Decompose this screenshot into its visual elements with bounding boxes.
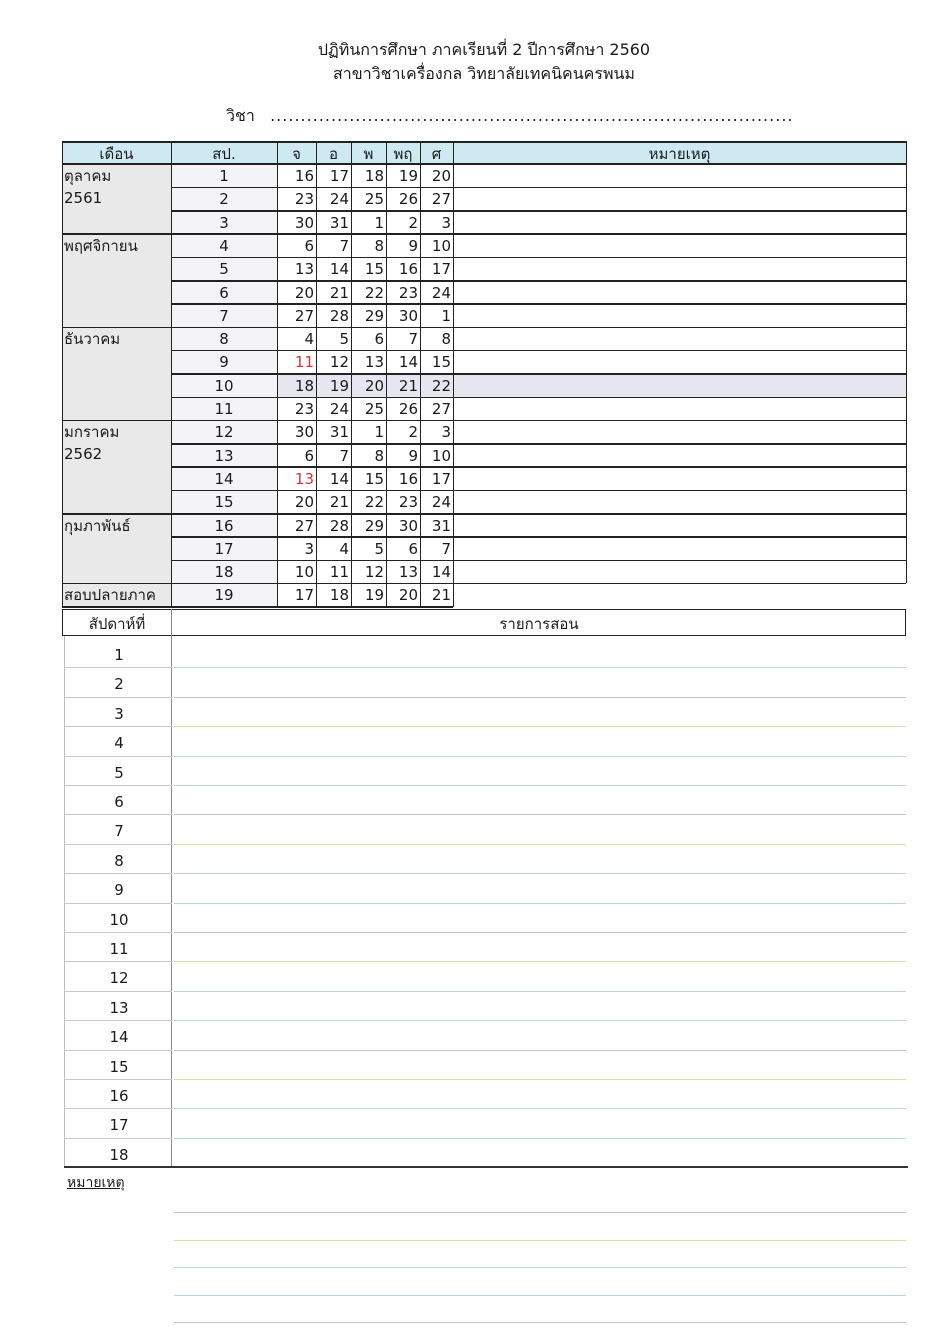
day-cell: 13 <box>294 469 314 488</box>
day-cell: 21 <box>329 283 349 302</box>
row-border <box>62 583 906 585</box>
day-cell: 8 <box>374 236 384 255</box>
lesson-week-number: 18 <box>109 1145 129 1164</box>
row-border <box>62 233 906 235</box>
note-rule <box>174 1267 906 1268</box>
lesson-rule-left <box>64 844 172 845</box>
day-cell: 6 <box>304 446 314 465</box>
lesson-week-number: 10 <box>109 910 129 929</box>
week-number: 10 <box>214 376 234 395</box>
lesson-rule <box>174 1020 906 1021</box>
day-cell: 10 <box>294 563 314 582</box>
month-name: ตุลาคม <box>64 167 112 185</box>
week-number: 2 <box>219 190 229 209</box>
row-border <box>171 490 906 492</box>
day-cell: 11 <box>294 353 314 372</box>
column-border <box>453 141 455 607</box>
subject-dots: ...................................................................................... <box>270 106 794 125</box>
day-cell: 7 <box>339 446 349 465</box>
lesson-week-number: 9 <box>114 881 124 900</box>
week-number: 7 <box>219 306 229 325</box>
lesson-rule <box>174 844 906 845</box>
lesson-left-border <box>64 636 65 1167</box>
lesson-rule <box>174 961 906 962</box>
calendar-column-header: พ <box>363 145 374 163</box>
month-label <box>64 165 176 209</box>
day-cell: 20 <box>431 167 451 185</box>
lesson-week-number: 1 <box>114 646 124 664</box>
lesson-rule-left <box>64 1050 172 1051</box>
day-cell: 31 <box>329 213 349 232</box>
day-cell: 25 <box>364 400 384 418</box>
day-cell: 21 <box>431 586 451 605</box>
month-name: มกราคม <box>64 423 120 442</box>
lesson-rule <box>174 667 906 668</box>
calendar-column-header: พฤ <box>393 145 413 163</box>
day-cell: 30 <box>398 306 418 325</box>
calendar-column-header: หมายเหตุ <box>648 145 711 163</box>
day-cell: 12 <box>364 563 384 582</box>
row-border <box>171 350 906 352</box>
day-cell: 14 <box>431 563 451 582</box>
note-rule <box>174 1295 906 1296</box>
day-cell: 1 <box>374 423 384 442</box>
day-cell: 22 <box>431 376 451 395</box>
note-rule <box>174 1240 906 1241</box>
row-border <box>62 164 906 166</box>
week-number: 12 <box>214 423 234 442</box>
lesson-week-number: 7 <box>114 822 124 841</box>
row-border <box>171 257 906 259</box>
lesson-rule-left <box>64 785 172 786</box>
day-cell: 12 <box>329 353 349 372</box>
lesson-week-number: 8 <box>114 851 124 870</box>
day-cell: 7 <box>339 236 349 255</box>
lesson-rule <box>174 697 906 698</box>
lesson-week-number: 12 <box>109 969 129 988</box>
week-number: 1 <box>219 167 229 185</box>
lesson-week-number: 6 <box>114 793 124 811</box>
day-cell: 30 <box>294 423 314 442</box>
day-cell: 14 <box>329 260 349 279</box>
day-cell: 4 <box>304 330 314 349</box>
calendar-column-header: สป. <box>212 145 236 163</box>
month-name: กุมภาพันธ์ <box>64 516 131 535</box>
month-label <box>64 515 176 537</box>
calendar-column-header: เดือน <box>99 145 134 163</box>
row-border <box>171 187 906 189</box>
day-cell: 11 <box>329 563 349 582</box>
lesson-week-number: 3 <box>114 704 124 723</box>
calendar-column-header: จ <box>292 145 301 163</box>
day-cell: 24 <box>329 190 349 209</box>
lesson-rule <box>174 1050 906 1051</box>
row-border <box>171 303 906 305</box>
week-number: 14 <box>214 469 234 488</box>
day-cell: 8 <box>374 446 384 465</box>
lesson-week-number: 15 <box>109 1057 129 1076</box>
lesson-rule-left <box>64 1020 172 1021</box>
lesson-rule <box>174 785 906 786</box>
day-cell: 10 <box>431 236 451 255</box>
calendar-column-header: อ <box>328 145 338 163</box>
week-number: 3 <box>219 213 229 232</box>
day-cell: 23 <box>294 400 314 418</box>
week-number: 9 <box>219 353 229 372</box>
lesson-rule <box>174 726 906 727</box>
lesson-rule <box>174 873 906 874</box>
notes-title: หมายเหตุ <box>67 1175 125 1191</box>
week-number: 17 <box>214 539 234 558</box>
day-cell: 24 <box>431 283 451 302</box>
lesson-rule <box>174 1108 906 1109</box>
column-border <box>277 141 279 607</box>
day-cell: 28 <box>329 516 349 535</box>
month-label <box>64 421 176 465</box>
day-cell: 5 <box>339 330 349 349</box>
day-cell: 7 <box>441 539 451 558</box>
day-cell: 30 <box>398 516 418 535</box>
day-cell: 30 <box>294 213 314 232</box>
day-cell: 18 <box>294 376 314 395</box>
month-name: สอบปลายภาค <box>64 586 156 605</box>
subject-field <box>226 104 793 129</box>
day-cell: 21 <box>398 376 418 395</box>
column-border <box>316 141 318 607</box>
lesson-week-number: 13 <box>109 998 129 1017</box>
lesson-week-header: สัปดาห์ที่ <box>88 615 146 633</box>
day-cell: 29 <box>364 306 384 325</box>
day-cell: 16 <box>294 167 314 185</box>
day-cell: 17 <box>431 260 451 279</box>
lesson-rule-left <box>64 873 172 874</box>
day-cell: 2 <box>408 213 418 232</box>
month-label <box>64 235 176 257</box>
lesson-rule-left <box>64 1108 172 1109</box>
day-cell: 24 <box>329 400 349 418</box>
day-cell: 23 <box>398 493 418 512</box>
lesson-rule <box>174 1138 906 1139</box>
lesson-rule <box>174 991 906 992</box>
day-cell: 9 <box>408 236 418 255</box>
day-cell: 5 <box>374 539 384 558</box>
day-cell: 8 <box>441 330 451 349</box>
row-border <box>171 280 906 282</box>
day-cell: 22 <box>364 283 384 302</box>
day-cell: 28 <box>329 306 349 325</box>
calendar-column-header: ศ <box>431 145 442 163</box>
row-border <box>62 327 906 329</box>
column-border <box>171 141 173 607</box>
week-number: 15 <box>214 493 234 512</box>
day-cell: 25 <box>364 190 384 209</box>
row-border <box>171 210 906 212</box>
month-name: พฤศจิกายน <box>64 236 138 255</box>
row-border <box>62 513 906 515</box>
day-cell: 27 <box>431 190 451 209</box>
day-cell: 20 <box>398 586 418 605</box>
lesson-rule <box>174 756 906 757</box>
row-border <box>62 420 906 422</box>
lesson-rule-left <box>64 814 172 815</box>
day-cell: 2 <box>408 423 418 442</box>
day-cell: 19 <box>398 167 418 185</box>
table-top-border <box>62 141 906 143</box>
lesson-rule-left <box>64 991 172 992</box>
day-cell: 17 <box>431 469 451 488</box>
day-cell: 15 <box>364 469 384 488</box>
day-cell: 24 <box>431 493 451 512</box>
week-number: 6 <box>219 283 229 302</box>
day-cell: 6 <box>374 330 384 349</box>
day-cell: 31 <box>329 423 349 442</box>
day-cell: 7 <box>408 330 418 349</box>
day-cell: 27 <box>431 400 451 418</box>
day-cell: 13 <box>294 260 314 279</box>
row-border <box>171 397 906 399</box>
lesson-week-number: 17 <box>109 1116 129 1135</box>
day-cell: 21 <box>329 493 349 512</box>
lesson-rule <box>174 903 906 904</box>
day-cell: 19 <box>329 376 349 395</box>
day-cell: 17 <box>329 167 349 185</box>
column-border <box>906 141 908 583</box>
day-cell: 20 <box>294 283 314 302</box>
day-cell: 13 <box>398 563 418 582</box>
day-cell: 16 <box>398 260 418 279</box>
lesson-rule <box>174 814 906 815</box>
day-cell: 9 <box>408 446 418 465</box>
day-cell: 15 <box>364 260 384 279</box>
week-number: 8 <box>219 330 229 349</box>
lesson-content-header: รายการสอน <box>499 615 579 633</box>
week-number: 13 <box>214 446 234 465</box>
lesson-rule-left <box>64 667 172 668</box>
day-cell: 6 <box>408 539 418 558</box>
page-title-line1: ปฏิทินการศึกษา ภาคเรียนที่ 2 ปีการศึกษา 2560 <box>317 40 651 59</box>
day-cell: 13 <box>364 353 384 372</box>
column-border <box>420 141 422 607</box>
lesson-bottom-border <box>64 1166 908 1168</box>
day-cell: 10 <box>431 446 451 465</box>
lesson-rule-left <box>64 1138 172 1139</box>
note-rule <box>174 1322 906 1323</box>
lesson-week-number: 4 <box>114 734 124 753</box>
lesson-rule-left <box>64 961 172 962</box>
day-cell: 27 <box>294 306 314 325</box>
week-number: 16 <box>214 516 234 535</box>
lesson-rule-left <box>64 903 172 904</box>
lesson-rule <box>174 932 906 933</box>
month-year: 2562 <box>64 445 103 464</box>
lesson-rule-left <box>64 1079 172 1080</box>
day-cell: 3 <box>304 539 314 558</box>
column-border <box>351 141 353 607</box>
day-cell: 29 <box>364 516 384 535</box>
lesson-rule <box>174 1079 906 1080</box>
month-label <box>64 328 176 350</box>
week-number: 18 <box>214 563 234 582</box>
day-cell: 23 <box>398 283 418 302</box>
lesson-rule-left <box>64 756 172 757</box>
lesson-rule-left <box>64 697 172 698</box>
week-number: 19 <box>214 586 234 605</box>
week-number: 4 <box>219 236 229 255</box>
note-rule <box>174 1212 906 1213</box>
month-name: ธันวาคม <box>64 330 121 349</box>
row-border <box>171 443 906 445</box>
day-cell: 19 <box>364 586 384 605</box>
day-cell: 14 <box>329 469 349 488</box>
row-border <box>171 536 906 538</box>
day-cell: 6 <box>304 236 314 255</box>
day-cell: 3 <box>441 213 451 232</box>
day-cell: 15 <box>431 353 451 372</box>
row-border <box>171 560 906 562</box>
lesson-rule-left <box>64 932 172 933</box>
day-cell: 1 <box>374 213 384 232</box>
lesson-week-number: 11 <box>109 940 129 958</box>
day-cell: 26 <box>398 400 418 418</box>
day-cell: 22 <box>364 493 384 512</box>
subject-label: วิชา <box>226 106 255 125</box>
day-cell: 3 <box>441 423 451 442</box>
day-cell: 31 <box>431 516 451 535</box>
page-title-line2: สาขาวิชาเครื่องกล วิทยาลัยเทคนิคนครพนม <box>333 64 635 83</box>
lesson-week-number: 14 <box>109 1028 129 1047</box>
day-cell: 17 <box>294 586 314 605</box>
day-cell: 4 <box>339 539 349 558</box>
day-cell: 16 <box>398 469 418 488</box>
week-number: 5 <box>219 260 229 279</box>
lesson-rule-left <box>64 726 172 727</box>
lesson-week-number: 16 <box>109 1087 129 1105</box>
day-cell: 14 <box>398 353 418 372</box>
column-border <box>62 141 64 607</box>
day-cell: 26 <box>398 190 418 209</box>
row-border <box>62 606 453 608</box>
row-border <box>171 466 906 468</box>
week-number: 11 <box>214 400 234 418</box>
lesson-week-number: 5 <box>114 763 124 782</box>
month-year: 2561 <box>64 189 103 207</box>
day-cell: 1 <box>441 306 451 325</box>
column-border <box>386 141 388 607</box>
lesson-week-number: 2 <box>114 675 124 694</box>
day-cell: 20 <box>294 493 314 512</box>
month-label <box>64 584 176 606</box>
row-border <box>171 373 906 375</box>
day-cell: 18 <box>329 586 349 605</box>
day-cell: 18 <box>364 167 384 185</box>
day-cell: 23 <box>294 190 314 209</box>
day-cell: 27 <box>294 516 314 535</box>
day-cell: 20 <box>364 376 384 395</box>
